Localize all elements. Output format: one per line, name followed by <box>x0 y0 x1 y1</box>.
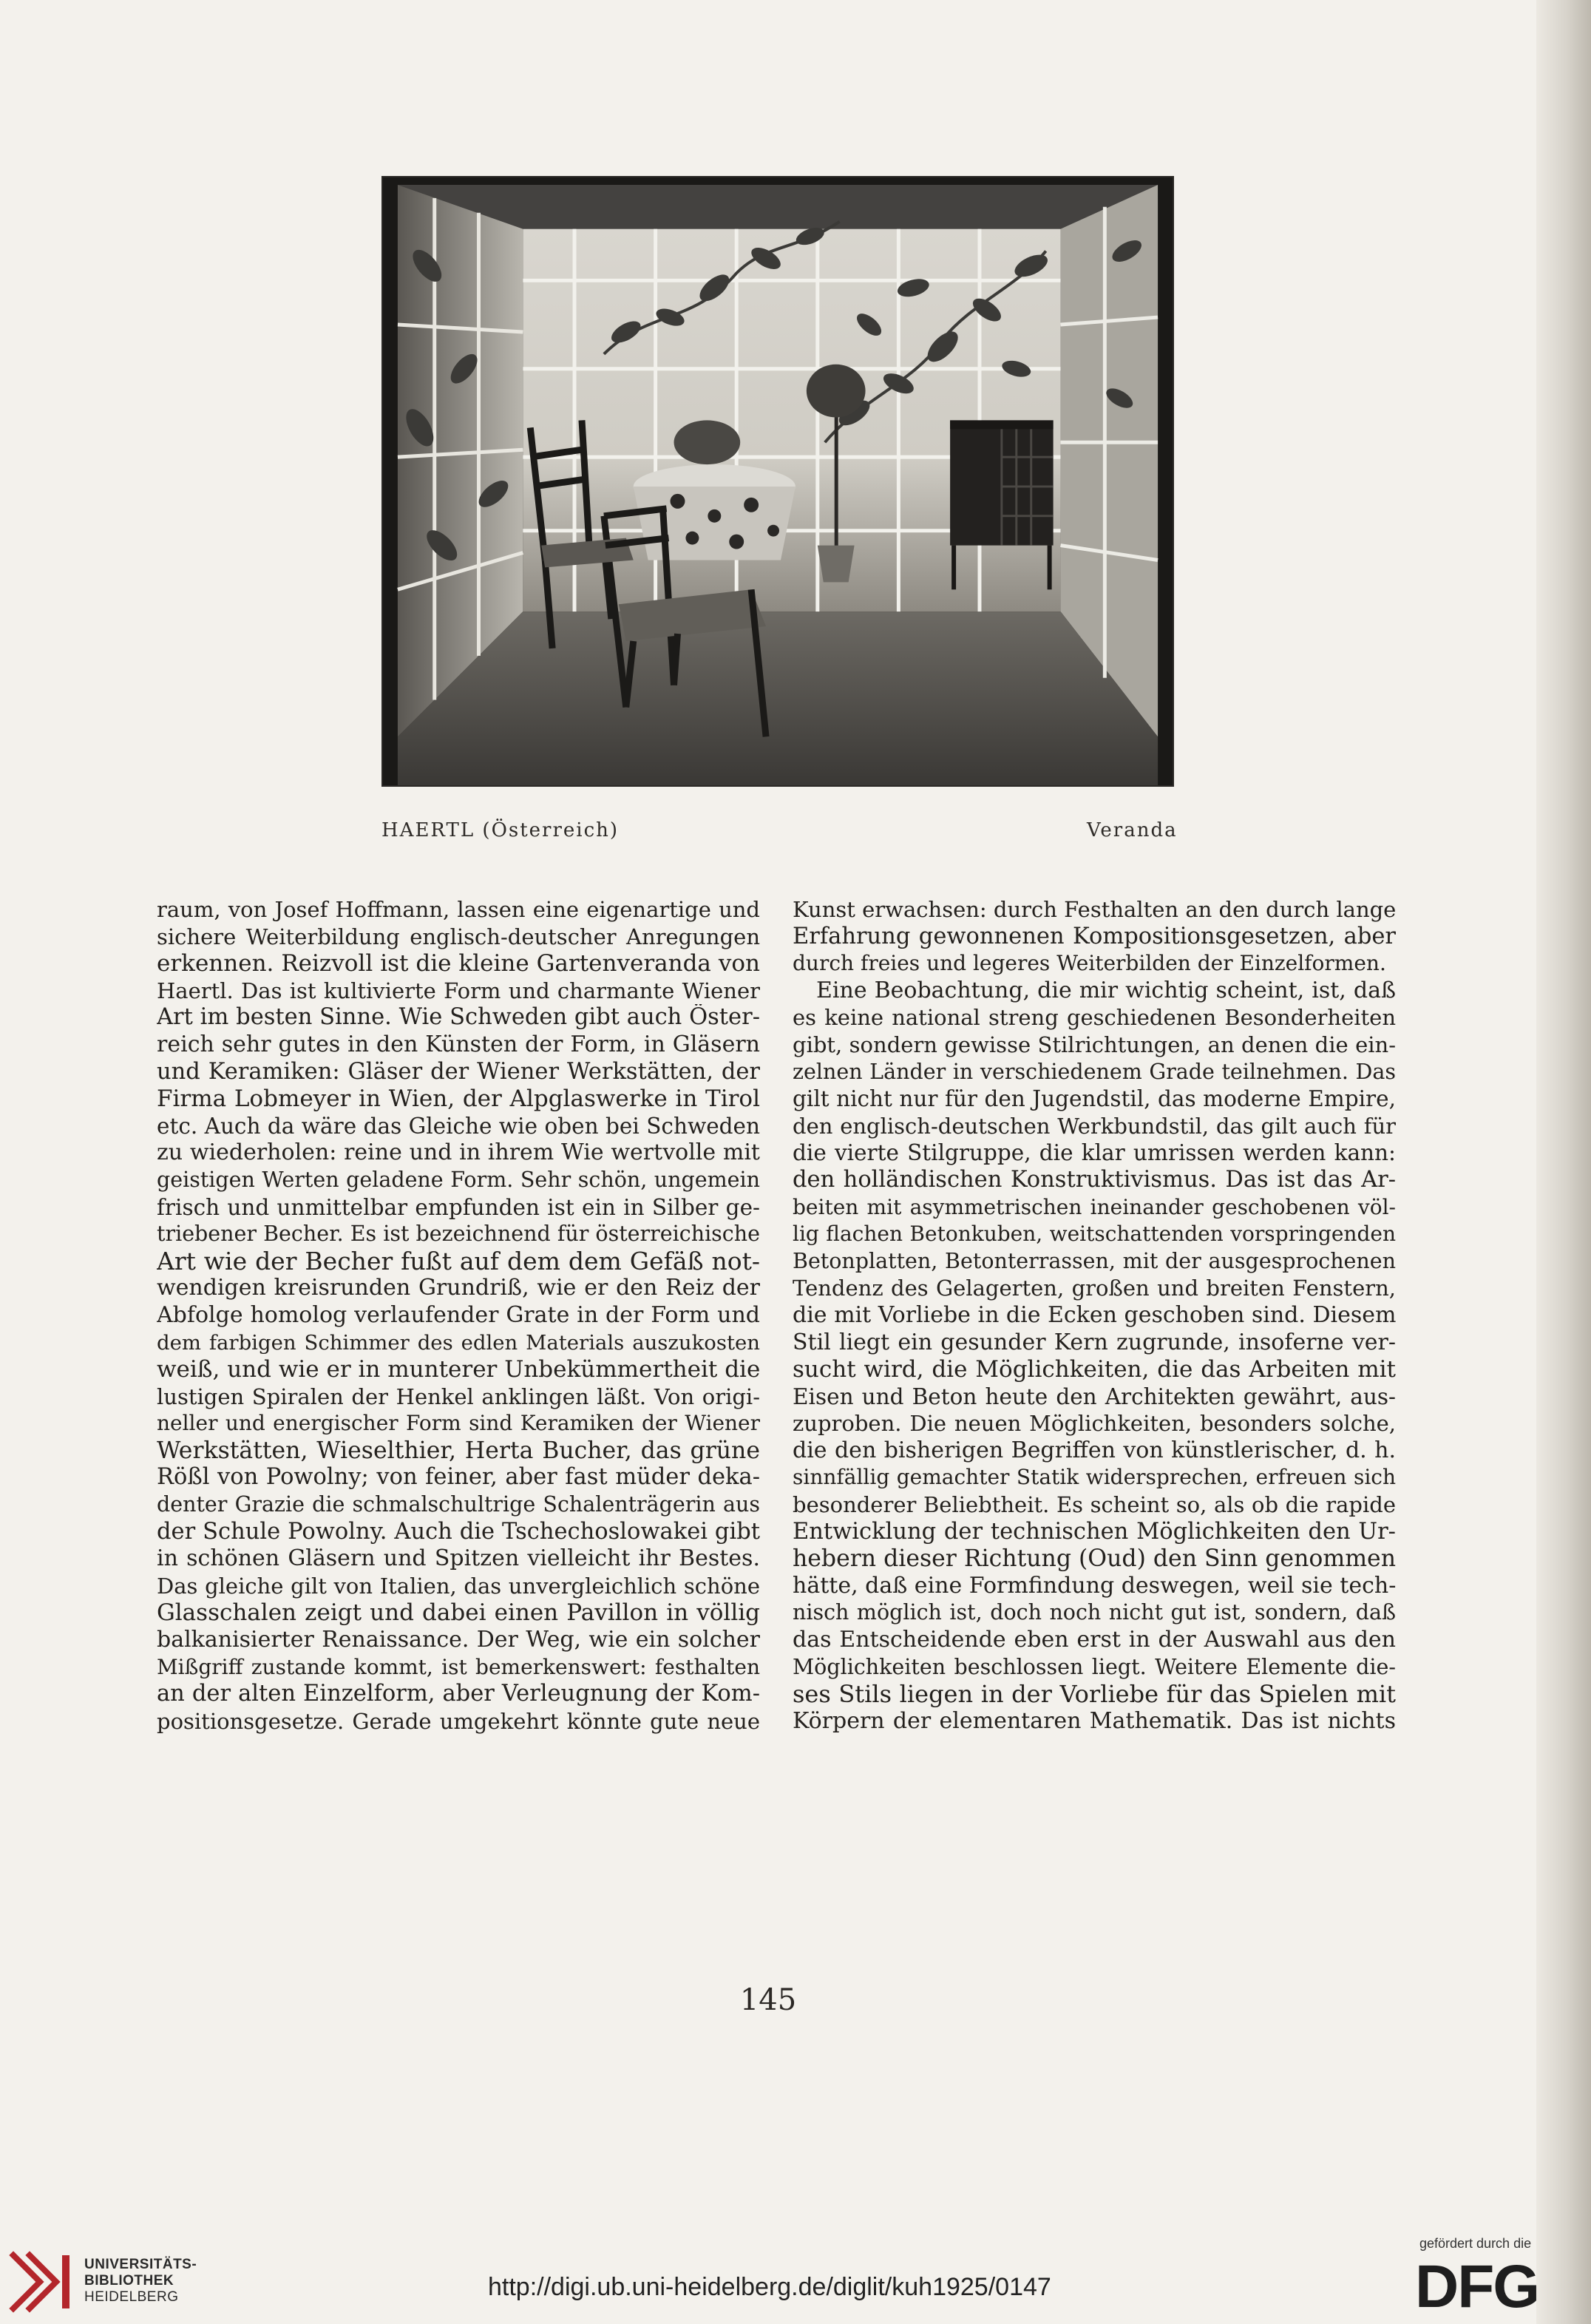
text-line: denter Grazie die schmalschultrige Schalenträgerin aus <box>157 1492 760 1517</box>
text-line: ses Stils liegen in der Vorliebe für das Spielen mit <box>793 1681 1396 1708</box>
text-line: in schönen Gläsern und Spitzen vielleicht ihr Bestes. <box>157 1545 760 1572</box>
text-line: zuproben. Die neuen Möglichkeiten, besonders solche, <box>793 1411 1396 1437</box>
text-line: die mit Vorliebe in die Ecken geschoben sind. Diesem <box>793 1301 1396 1328</box>
text-column-left <box>157 896 760 1735</box>
text-line: Stil liegt ein gesunder Kern zugrunde, insoferne ver- <box>793 1329 1396 1355</box>
digitization-footer <box>0 2236 1591 2324</box>
text-line: Eisen und Beton heute den Architekten gewährt, aus- <box>793 1383 1396 1409</box>
source-url[interactable]: http://digi.ub.uni-heidelberg.de/diglit/kuh1925/0147 <box>488 2273 1051 2301</box>
text-line: besonderer Beliebtheit. Es scheint so, als ob die rapide <box>793 1492 1396 1518</box>
veranda-photograph <box>381 176 1174 787</box>
text-line: erkennen. Reizvoll ist die kleine Gartenveranda von <box>157 950 760 978</box>
text-line: an der alten Einzelform, aber Verleugnung der Kom- <box>157 1681 760 1707</box>
text-line: die den bisherigen Begriffen von künstlerischer, d. h. <box>793 1437 1396 1463</box>
library-name-line: HEIDELBERG <box>84 2289 179 2305</box>
funding-label: gefördert durch die <box>1419 2236 1532 2251</box>
text-line: triebener Becher. Es ist bezeichnend für österreichische <box>157 1222 760 1247</box>
text-line: raum, von Josef Hoffmann, lassen eine eigenartige und <box>157 897 760 922</box>
dfg-logo: DFG <box>1415 2253 1539 2320</box>
text-line: Möglichkeiten beschlossen liegt. Weitere Elemente die- <box>793 1654 1396 1679</box>
text-line: Haertl. Das ist kultivierte Form und charmante Wiener <box>157 978 760 1003</box>
text-line: gilt nicht nur für den Jugendstil, das moderne Empire, <box>793 1086 1396 1112</box>
university-library-name <box>84 2257 197 2306</box>
text-line: den englisch-deutschen Werkbundstil, das gilt auch für <box>793 1113 1396 1139</box>
text-line: geistigen Werten geladene Form. Sehr schön, ungemein <box>157 1167 760 1192</box>
text-line: balkanisierter Renaissance. Der Weg, wie ein solcher <box>157 1627 760 1653</box>
text-line: Tendenz des Gelagerten, großen und breiten Fenstern, <box>793 1276 1396 1301</box>
text-line: lig flachen Betonkuben, weitschattenden vorspringenden <box>793 1222 1396 1247</box>
page-edge <box>1536 0 1591 2324</box>
text-line: Eine Beobachtung, die mir wichtig scheint, ist, daß <box>816 977 1396 1003</box>
text-line: das Entscheidende eben erst in der Auswahl aus den <box>793 1627 1396 1653</box>
text-line: die vierte Stilgruppe, die klar umrissen werden kann: <box>793 1140 1396 1166</box>
text-line: Körpern der elementaren Mathematik. Das ist nichts <box>793 1707 1396 1734</box>
text-line: wendigen kreisrunden Grundriß, wie er den Reiz der <box>157 1275 760 1301</box>
text-line: hebern dieser Richtung (Oud) den Sinn genommen <box>793 1545 1396 1573</box>
text-line: hätte, daß eine Formfindung deswegen, weil sie tech- <box>793 1572 1396 1599</box>
photo-caption-title: Veranda <box>1087 819 1178 841</box>
text-line: frisch und unmittelbar empfunden ist ein in Silber ge- <box>157 1194 760 1220</box>
text-line: Entwicklung der technischen Möglichkeiten den Ur- <box>793 1518 1396 1545</box>
text-line: Erfahrung gewonnenen Kompositionsgesetzen, aber <box>793 923 1396 949</box>
text-line: weiß, und wie er in munterer Unbekümmertheit die <box>157 1356 760 1383</box>
text-line: Art im besten Sinne. Wie Schweden gibt auch Öster- <box>157 1004 760 1031</box>
text-line: es keine national streng geschiedenen Besonderheiten <box>793 1005 1396 1031</box>
text-column-right <box>793 896 1396 1735</box>
text-line: Glasschalen zeigt und dabei einen Pavillon in völlig <box>157 1599 760 1627</box>
text-line: neller und energischer Form sind Keramiken der Wiener <box>157 1411 760 1436</box>
text-line: Firma Lobmeyer in Wien, der Alpglaswerke in Tirol <box>157 1085 760 1113</box>
text-line: sichere Weiterbildung englisch-deutscher Anregungen <box>157 924 760 949</box>
text-line: der Schule Powolny. Auch die Tschechoslowakei gibt <box>157 1518 760 1545</box>
library-name-line: UNIVERSITÄTS- <box>84 2257 197 2272</box>
text-line: beiten mit asymmetrischen ineinander geschobenen völ- <box>793 1194 1396 1219</box>
text-line: etc. Auch da wäre das Gleiche wie oben bei Schweden <box>157 1113 760 1139</box>
text-line: lustigen Spiralen der Henkel anklingen läßt. Von origi- <box>157 1383 760 1409</box>
text-line: Rößl von Powolny; von feiner, aber fast müder deka- <box>157 1464 760 1491</box>
text-line: sucht wird, die Möglichkeiten, die das Arbeiten mit <box>793 1356 1396 1383</box>
library-name-line: BIBLIOTHEK <box>84 2273 174 2289</box>
text-line: zu wiederholen: reine und in ihrem Wie wertvolle mit <box>157 1139 760 1166</box>
text-line: positionsgesetze. Gerade umgekehrt könnte gute neue <box>157 1708 760 1734</box>
text-line: Abfolge homolog verlaufender Grate in der Form und <box>157 1301 760 1328</box>
text-line: Mißgriff zustande kommt, ist bemerkenswert: festhalten <box>157 1654 760 1679</box>
text-line: den holländischen Konstruktivismus. Das ist das Ar- <box>793 1166 1396 1193</box>
text-line: nisch möglich ist, doch noch nicht gut ist, sondern, daß <box>793 1600 1396 1625</box>
text-line: Werkstätten, Wieselthier, Herta Bucher, das grüne <box>157 1437 760 1464</box>
text-line: und Keramiken: Gläser der Wiener Werkstätten, der <box>157 1058 760 1085</box>
text-line: Das gleiche gilt von Italien, das unvergleichlich schöne <box>157 1573 760 1599</box>
photo-caption-artist: HAERTL (Österreich) <box>381 819 620 841</box>
text-line: reich sehr gutes in den Künsten der Form, in Gläsern <box>157 1031 760 1057</box>
text-line: sinnfällig gemachter Statik widersprechen, erfreuen sich <box>793 1465 1396 1490</box>
text-line: dem farbigen Schimmer des edlen Materials auszukosten <box>157 1330 760 1355</box>
text-line: Art wie der Becher fußt auf dem dem Gefäß not- <box>157 1247 760 1276</box>
page-number: 145 <box>739 1983 797 2017</box>
text-line: Betonplatten, Betonterrassen, mit der ausgesprochenen <box>793 1248 1396 1273</box>
text-line: Kunst erwachsen: durch Festhalten an den durch lange <box>793 897 1396 922</box>
text-line: durch freies und legeres Weiterbilden der Einzelformen. <box>793 951 1386 976</box>
text-line: gibt, sondern gewisse Stilrichtungen, an denen die ein- <box>793 1031 1396 1057</box>
university-library-logo-icon <box>7 2249 77 2316</box>
text-line: zelnen Länder in verschiedenem Grade teilnehmen. Das <box>793 1059 1396 1084</box>
